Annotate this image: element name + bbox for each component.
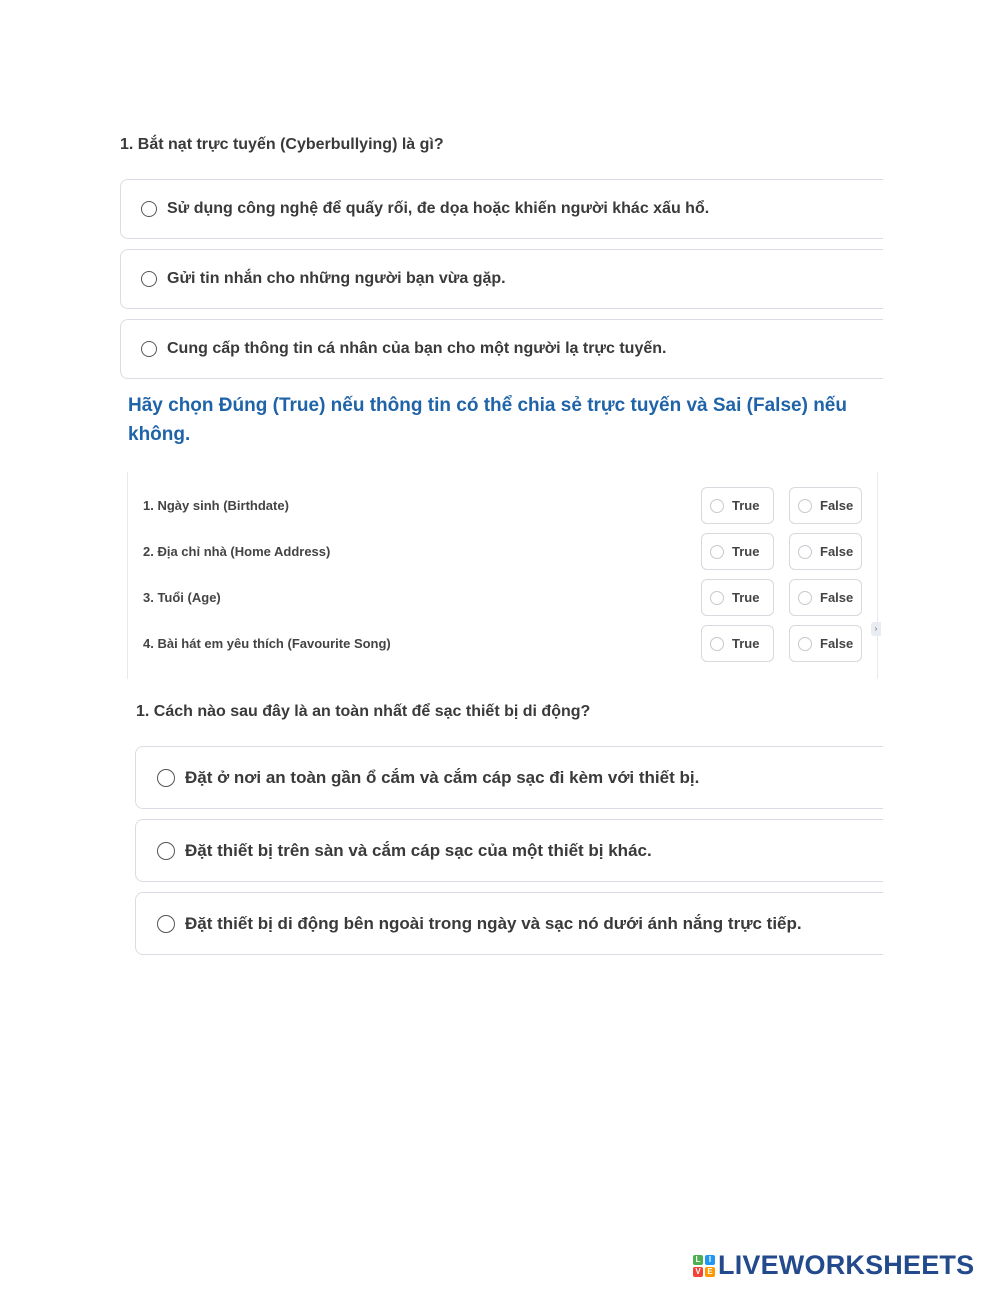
q2-option-3[interactable] [135,892,883,955]
true-false-heading: Hãy chọn Đúng (True) nếu thông tin có thể chia sẻ trực tuyến và Sai (False) nếu không. [128,395,847,445]
false-button[interactable] [789,533,862,570]
radio-icon[interactable] [710,591,724,605]
radio-icon[interactable] [798,545,812,559]
q2-option-2[interactable] [135,819,883,882]
radio-icon[interactable] [798,591,812,605]
true-button[interactable] [701,533,774,570]
question-1-title: 1. Bắt nạt trực tuyến (Cyberbullying) là gì? [120,136,444,153]
radio-icon[interactable] [710,545,724,559]
false-label: False [820,498,854,513]
true-false-panel [127,472,878,679]
false-label: False [820,636,854,651]
false-button[interactable] [789,487,862,524]
q2-option-1[interactable] [135,746,883,809]
radio-icon[interactable] [710,499,724,513]
radio-icon[interactable] [710,637,724,651]
true-button[interactable] [701,625,774,662]
tf-row-label: 1. Ngày sinh (Birthdate) [143,498,289,513]
liveworksheets-logo [693,1250,974,1281]
tf-row-label: 3. Tuổi (Age) [143,590,221,605]
radio-icon[interactable] [157,769,175,787]
scroll-chevron-icon[interactable]: › [871,622,881,636]
true-label: True [732,498,760,513]
option-label: Đặt ở nơi an toàn gần ổ cắm và cắm cáp sạc đi kèm với thiết bị. [185,767,700,787]
question-2-title: 1. Cách nào sau đây là an toàn nhất để sạc thiết bị di động? [136,703,591,720]
radio-icon[interactable] [157,842,175,860]
tf-row-label: 4. Bài hát em yêu thích (Favourite Song) [143,636,391,651]
logo-mark-icon: L I V E [693,1255,715,1277]
option-label: Gửi tin nhắn cho những người bạn vừa gặp. [167,270,506,287]
tf-row-label: 2. Địa chỉ nhà (Home Address) [143,544,331,559]
radio-icon[interactable] [798,637,812,651]
q1-option-1[interactable] [120,179,883,239]
option-label: Đặt thiết bị trên sàn và cắm cáp sạc của một thiết bị khác. [185,840,652,860]
q1-option-2[interactable] [120,249,883,309]
true-button[interactable] [701,487,774,524]
radio-icon[interactable] [798,499,812,513]
true-label: True [732,636,760,651]
radio-icon[interactable] [141,341,157,357]
true-button[interactable] [701,579,774,616]
radio-icon[interactable] [157,915,175,933]
radio-icon[interactable] [141,271,157,287]
false-label: False [820,544,854,559]
true-label: True [732,544,760,559]
option-label: Cung cấp thông tin cá nhân của bạn cho một người lạ trực tuyến. [167,340,667,357]
false-button[interactable] [789,579,862,616]
option-label: Sử dụng công nghệ để quấy rối, đe dọa hoặc khiến người khác xấu hổ. [167,200,710,217]
true-label: True [732,590,760,605]
logo-text: LIVEWORKSHEETS [718,1250,975,1280]
option-label: Đặt thiết bị di động bên ngoài trong ngày và sạc nó dưới ánh nắng trực tiếp. [185,913,802,933]
false-label: False [820,590,854,605]
q1-option-3[interactable] [120,319,883,379]
radio-icon[interactable] [141,201,157,217]
false-button[interactable] [789,625,862,662]
